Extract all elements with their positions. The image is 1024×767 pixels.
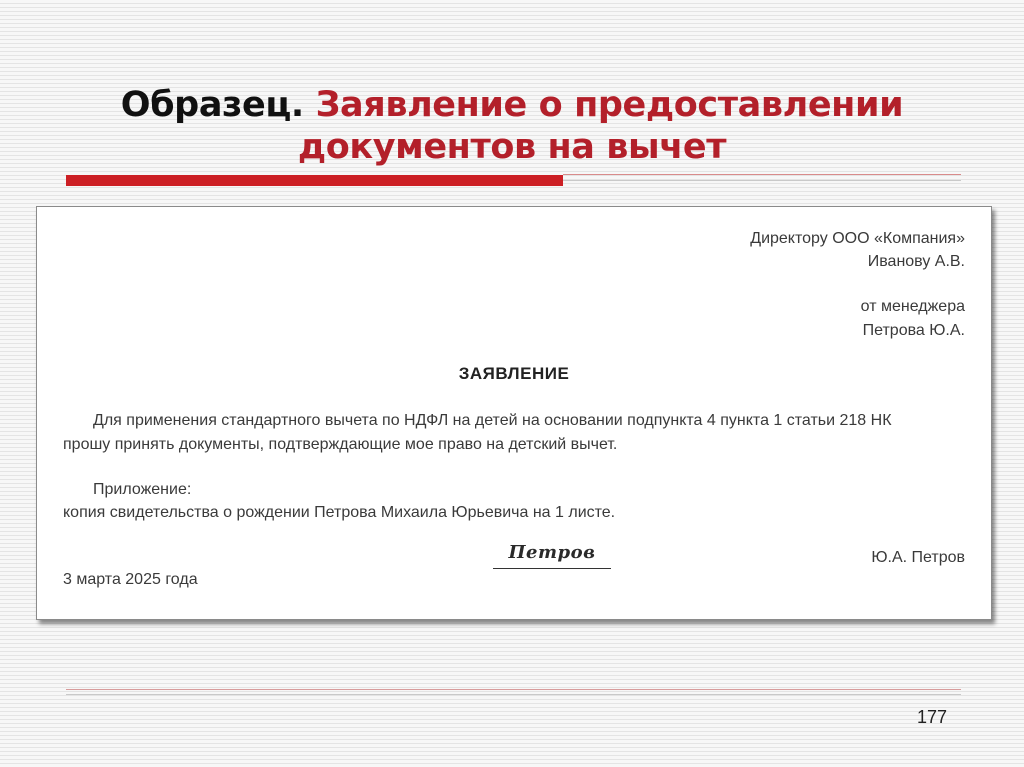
- title-accent-line2: документов на вычет: [297, 127, 727, 167]
- addressee-line-1: Директору ООО «Компания»: [750, 230, 965, 247]
- title-underline-thin-rule-secondary: [563, 180, 961, 181]
- slide-title: [60, 84, 964, 168]
- body-line-2: прошу принять документы, подтверждающие мое право на детский вычет.: [63, 436, 618, 453]
- page-number: 177: [916, 707, 947, 727]
- footer-rule-secondary: [66, 694, 961, 695]
- attachment-text: копия свидетельства о рождении Петрова Михаила Юрьевича на 1 листе.: [63, 504, 616, 521]
- title-prefix: Образец.: [120, 85, 304, 125]
- body-line-1: Для применения стандартного вычета по НДФЛ на детей на основании подпункта 4 пункта 1 статьи 218 НК: [93, 412, 892, 429]
- document-heading: ЗАЯВЛЕНИЕ: [458, 364, 570, 383]
- sender-line-2: Петрова Ю.А.: [862, 322, 965, 339]
- document-date: 3 марта 2025 года: [63, 571, 198, 588]
- attachment-label: Приложение:: [93, 481, 192, 498]
- title-underline-thin-rule: [563, 174, 961, 175]
- title-underline-red-bar: [66, 175, 563, 186]
- footer-rule: [66, 689, 961, 690]
- sender-line-1: от менеджера: [860, 298, 965, 315]
- title-accent-line1: Заявление о предоставлении: [315, 85, 904, 125]
- addressee-line-2: Иванову А.В.: [867, 253, 965, 270]
- signer-name: Ю.А. Петров: [871, 549, 965, 566]
- handwritten-signature: Петров: [493, 540, 611, 569]
- document-sample-card: [36, 206, 992, 620]
